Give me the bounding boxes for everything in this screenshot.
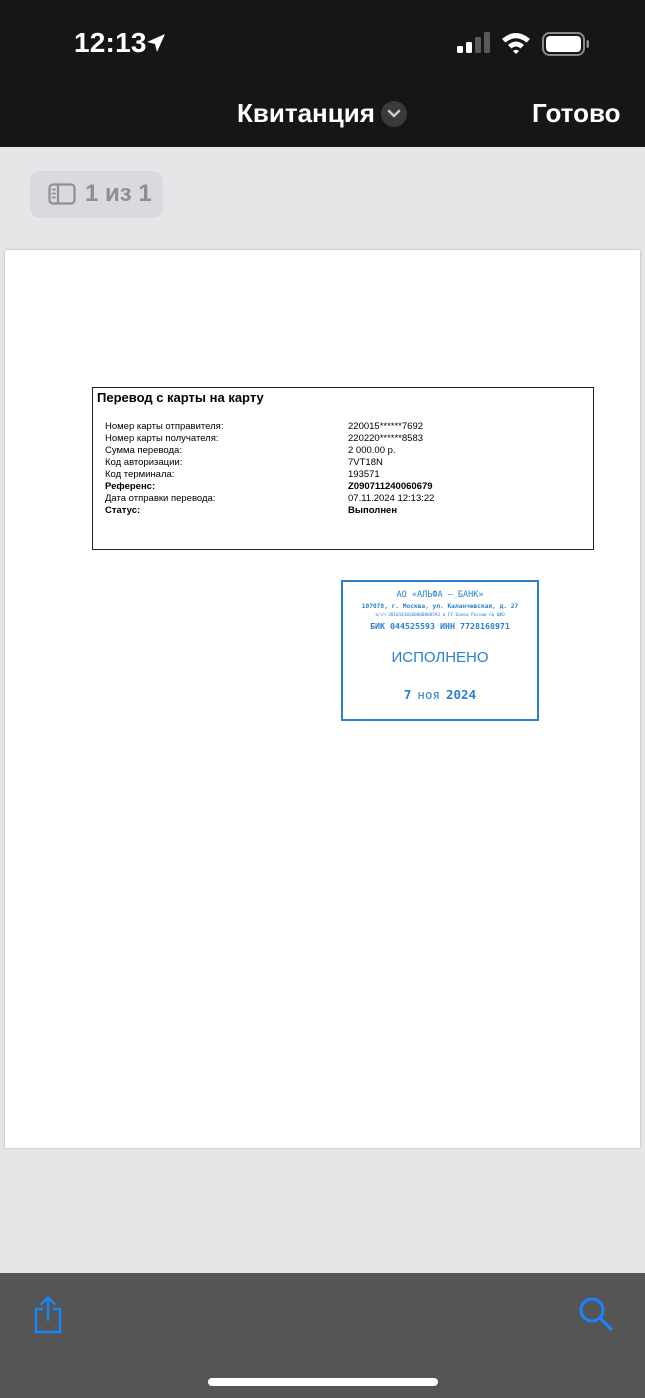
row-value: Выполнен xyxy=(348,505,398,516)
title-menu-button[interactable] xyxy=(381,101,407,127)
row-label: Номер карты получателя: xyxy=(105,433,219,444)
stamp-date-day: 7 xyxy=(403,687,412,702)
row-label: Номер карты отправителя: xyxy=(105,421,224,432)
sidebar-icon xyxy=(48,183,76,205)
row-value: 220015******7692 xyxy=(348,421,424,432)
top-bar xyxy=(0,0,645,147)
row-label: Код авторизации: xyxy=(105,457,183,468)
row-label: Код терминала: xyxy=(105,469,175,480)
row-label: Сумма перевода: xyxy=(105,445,182,456)
stamp-date-month: ноя xyxy=(417,687,440,702)
row-value: 07.11.2024 12:13:22 xyxy=(348,493,435,504)
row-label: Дата отправки перевода: xyxy=(105,493,216,504)
stamp-date xyxy=(343,687,537,702)
stamp-date-year: 2024 xyxy=(446,687,477,702)
row-label: Референс: xyxy=(105,481,156,492)
cellular-signal-icon xyxy=(457,32,491,54)
receipt-row xyxy=(93,469,593,481)
page-counter-label: 1 из 1 xyxy=(85,180,152,207)
location-arrow-icon xyxy=(145,32,167,54)
home-indicator xyxy=(208,1378,438,1386)
receipt-row xyxy=(93,445,593,457)
document-page xyxy=(5,250,640,1148)
row-value: 2 000.00 р. xyxy=(348,445,396,456)
row-value: Z090711240060679 xyxy=(348,481,433,492)
page-counter-button[interactable] xyxy=(30,171,163,218)
stamp-status: ИСПОЛНЕНО xyxy=(391,649,489,666)
receipt-row xyxy=(93,433,593,445)
document-title[interactable]: Квитанция xyxy=(237,98,375,128)
stamp-bank-name: АО «АЛЬФА – БАНК» xyxy=(396,590,484,600)
wifi-icon xyxy=(500,31,532,55)
done-button[interactable]: Готово xyxy=(532,98,621,128)
receipt-title: Перевод с карты на карту xyxy=(97,390,264,405)
row-value: 193571 xyxy=(348,469,380,480)
battery-icon xyxy=(542,32,590,56)
share-icon[interactable] xyxy=(31,1295,65,1335)
receipt-row xyxy=(93,457,593,469)
receipt-row xyxy=(93,493,593,505)
stamp-address: 107078, г. Москва, ул. Каланчевская, д. 27 xyxy=(361,603,519,610)
stamp-account: к/сч 30101810200000000593 в ГУ Банка России по ЦФО xyxy=(375,613,505,618)
bank-stamp xyxy=(341,580,539,721)
receipt xyxy=(92,387,594,550)
search-icon[interactable] xyxy=(578,1296,614,1332)
receipt-row xyxy=(93,481,593,493)
receipt-row xyxy=(93,421,593,433)
chevron-down-icon xyxy=(387,109,401,119)
row-label: Статус: xyxy=(105,505,141,516)
row-value: 7VT18N xyxy=(348,457,383,468)
row-value: 220220******8583 xyxy=(348,433,424,444)
stamp-bik: БИК 044525593 ИНН 7728168971 xyxy=(370,621,510,631)
status-time: 12:13 xyxy=(74,27,147,58)
receipt-row xyxy=(93,505,593,517)
